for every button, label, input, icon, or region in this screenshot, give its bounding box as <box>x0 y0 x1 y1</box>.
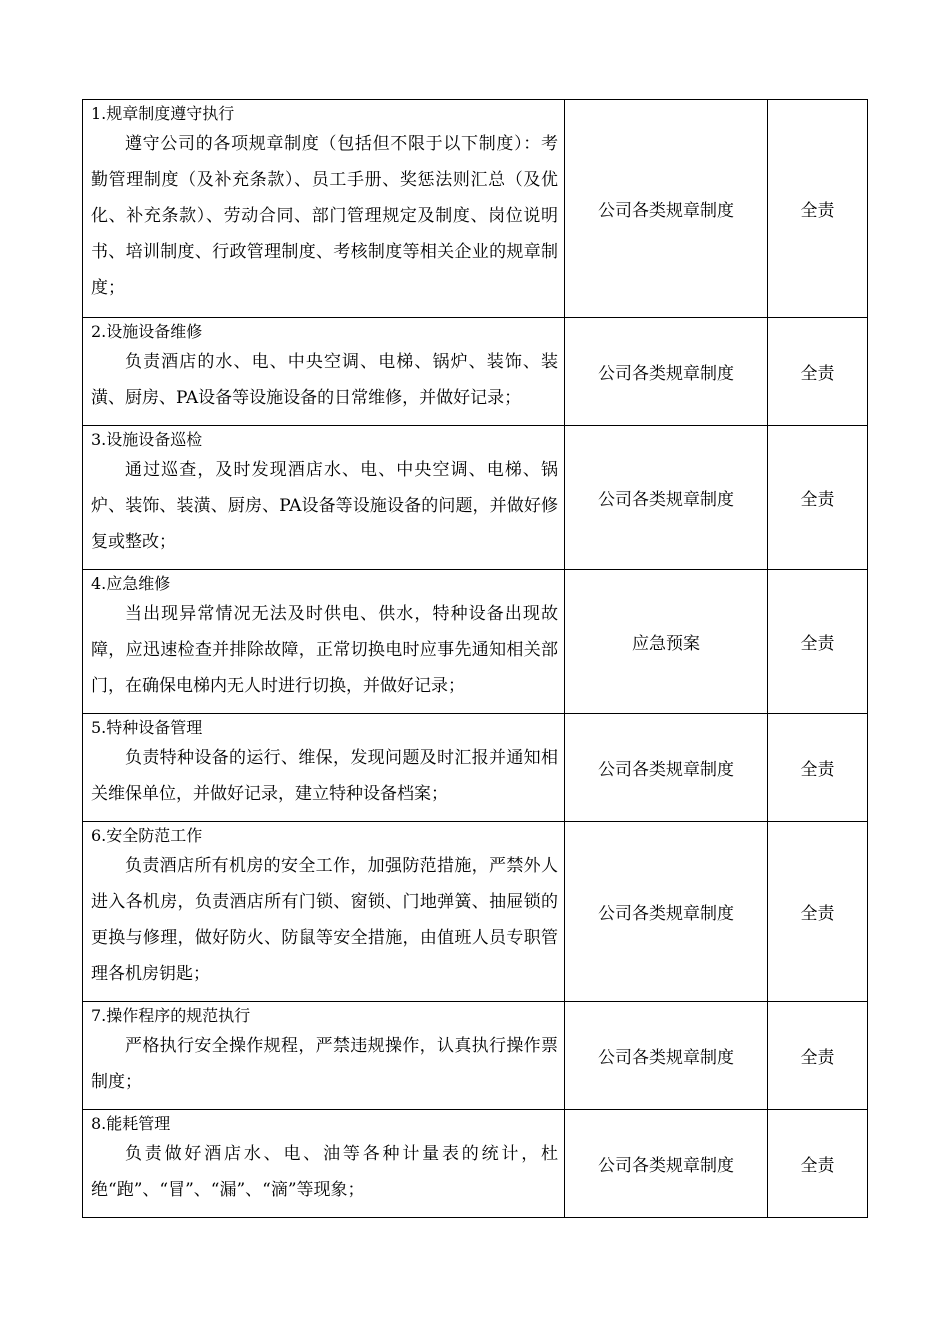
duty-body: 当出现异常情况无法及时供电、供水，特种设备出现故障，应迅速检查并排除故障，正常切换电时应事先通知相关部门，在确保电梯内无人时进行切换，并做好记录； <box>91 604 558 696</box>
duty-description-cell <box>83 570 565 714</box>
table-row <box>83 100 868 318</box>
basis-cell: 公司各类规章制度 <box>565 426 768 570</box>
basis-cell: 公司各类规章制度 <box>565 100 768 318</box>
duty-description-cell <box>83 822 565 1002</box>
duty-title: 8.能耗管理 <box>91 1114 171 1133</box>
duty-title: 7.操作程序的规范执行 <box>91 1006 251 1025</box>
table-row <box>83 570 868 714</box>
duty-description-cell <box>83 1110 565 1218</box>
basis-cell: 应急预案 <box>565 570 768 714</box>
duty-body: 负责酒店的水、电、中央空调、电梯、锅炉、装饰、装潢、厨房、PA设备等设施设备的日常维修，并做好记录； <box>91 352 558 408</box>
basis-cell: 公司各类规章制度 <box>565 714 768 822</box>
table-row <box>83 1110 868 1218</box>
responsibility-cell: 全责 <box>768 570 868 714</box>
duty-body: 严格执行安全操作规程，严禁违规操作，认真执行操作票制度； <box>91 1036 558 1092</box>
table-row <box>83 426 868 570</box>
duty-title: 3.设施设备巡检 <box>91 430 203 449</box>
duty-body: 负责酒店所有机房的安全工作，加强防范措施，严禁外人进入各机房，负责酒店所有门锁、窗锁、门地弹簧、抽屉锁的更换与修理，做好防火、防鼠等安全措施，由值班人员专职管理各机房钥匙； <box>91 856 558 984</box>
basis-cell: 公司各类规章制度 <box>565 1110 768 1218</box>
responsibility-cell: 全责 <box>768 426 868 570</box>
responsibility-cell: 全责 <box>768 318 868 426</box>
basis-cell: 公司各类规章制度 <box>565 1002 768 1110</box>
responsibility-cell: 全责 <box>768 714 868 822</box>
duty-title: 5.特种设备管理 <box>91 718 203 737</box>
responsibility-cell: 全责 <box>768 1110 868 1218</box>
duty-description-cell <box>83 1002 565 1110</box>
duty-description-cell <box>83 100 565 318</box>
duty-title: 4.应急维修 <box>91 574 171 593</box>
duty-title: 6.安全防范工作 <box>91 826 203 845</box>
table-row <box>83 822 868 1002</box>
duty-description-cell <box>83 318 565 426</box>
duty-body: 负责做好酒店水、电、油等各种计量表的统计，杜绝“跑”、“冒”、“漏”、“滴”等现象； <box>91 1144 558 1200</box>
duty-description-cell <box>83 714 565 822</box>
duty-title: 2.设施设备维修 <box>91 322 203 341</box>
responsibility-table <box>82 99 868 1218</box>
responsibility-cell: 全责 <box>768 1002 868 1110</box>
duty-body: 负责特种设备的运行、维保，发现问题及时汇报并通知相关维保单位，并做好记录，建立特种设备档案； <box>91 748 558 804</box>
duty-description-cell <box>83 426 565 570</box>
basis-cell: 公司各类规章制度 <box>565 822 768 1002</box>
duty-body: 遵守公司的各项规章制度（包括但不限于以下制度）：考勤管理制度（及补充条款）、员工手册、奖惩法则汇总（及优化、补充条款）、劳动合同、部门管理规定及制度、岗位说明书、培训制度、行政管理制度、考核制度等相关企业的规章制度； <box>91 134 558 298</box>
table-row <box>83 1002 868 1110</box>
responsibility-cell: 全责 <box>768 822 868 1002</box>
duty-title: 1.规章制度遵守执行 <box>91 104 235 123</box>
responsibility-cell: 全责 <box>768 100 868 318</box>
table-row <box>83 318 868 426</box>
duty-body: 通过巡查，及时发现酒店水、电、中央空调、电梯、锅炉、装饰、装潢、厨房、PA设备等设施设备的问题，并做好修复或整改； <box>91 460 558 552</box>
basis-cell: 公司各类规章制度 <box>565 318 768 426</box>
table-row <box>83 714 868 822</box>
